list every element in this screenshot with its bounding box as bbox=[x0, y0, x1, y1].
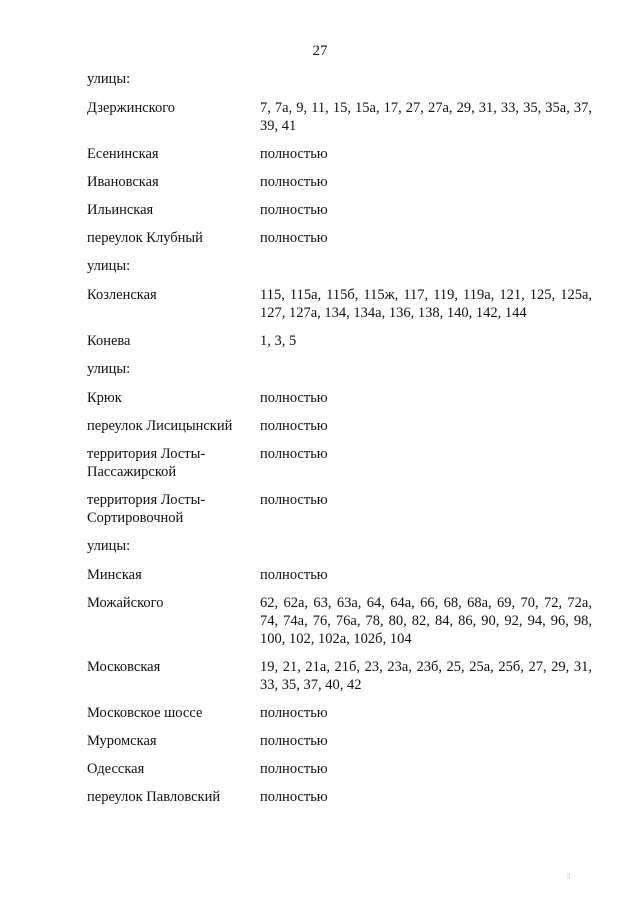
street-name: Есенинская bbox=[87, 146, 159, 162]
street-name: Конева bbox=[87, 333, 131, 349]
address-row bbox=[87, 732, 592, 750]
house-numbers: полностью bbox=[260, 446, 328, 462]
section-label: улицы: bbox=[87, 538, 131, 554]
house-numbers: 62, 62а, 63, 63а, 64, 64а, 66, 68, 68а, 69, 70, 72, 72а, 74, 74а, 76, 76а, 78, 80, 82, 84, 86, 90, 92, 94, 96, 98, 100, 102, 102а, 102б, 104 bbox=[260, 595, 592, 647]
street-name: Минская bbox=[87, 567, 142, 583]
house-numbers: полностью bbox=[260, 733, 328, 749]
house-numbers: полностью bbox=[260, 789, 328, 805]
street-name: Дзержинского bbox=[87, 100, 176, 116]
house-numbers: полностью bbox=[260, 761, 328, 777]
section-label: улицы: bbox=[87, 258, 131, 274]
page-number: 27 bbox=[312, 43, 328, 59]
street-name: Московское шоссе bbox=[87, 705, 203, 721]
street-name: Московская bbox=[87, 659, 161, 675]
address-row bbox=[87, 566, 592, 584]
house-numbers: полностью bbox=[260, 705, 328, 721]
address-row bbox=[87, 201, 592, 219]
address-row bbox=[87, 99, 592, 135]
address-row bbox=[87, 445, 592, 481]
address-list bbox=[87, 70, 592, 816]
street-name: территория Лосты-Сортировочной bbox=[87, 492, 206, 526]
street-name: переулок Павловский bbox=[87, 789, 221, 805]
street-name: Можайского bbox=[87, 595, 164, 611]
house-numbers: 1, 3, 5 bbox=[260, 333, 297, 349]
house-numbers: полностью bbox=[260, 390, 328, 406]
address-row bbox=[87, 788, 592, 806]
address-row bbox=[87, 594, 592, 648]
house-numbers: 19, 21, 21а, 21б, 23, 23а, 23б, 25, 25а, 25б, 27, 29, 31, 33, 35, 37, 40, 42 bbox=[260, 659, 592, 693]
house-numbers: полностью bbox=[260, 174, 328, 190]
address-row bbox=[87, 658, 592, 694]
address-row bbox=[87, 491, 592, 527]
section-label: улицы: bbox=[87, 71, 131, 87]
house-numbers: полностью bbox=[260, 492, 328, 508]
house-numbers: 7, 7а, 9, 11, 15, 15а, 17, 27, 27а, 29, 31, 33, 35, 35а, 37, 39, 41 bbox=[260, 100, 592, 134]
house-numbers: 115, 115а, 115б, 115ж, 117, 119, 119а, 121, 125, 125а, 127, 127а, 134, 134а, 136, 138, 140, 142, 144 bbox=[260, 287, 592, 321]
footer-mark: || bbox=[567, 872, 570, 880]
address-row bbox=[87, 417, 592, 435]
house-numbers: полностью bbox=[260, 230, 328, 246]
house-numbers: полностью bbox=[260, 418, 328, 434]
address-row bbox=[87, 229, 592, 247]
street-name: Одесская bbox=[87, 761, 145, 777]
address-row bbox=[87, 145, 592, 163]
street-name: территория Лосты-Пассажирской bbox=[87, 446, 206, 480]
street-name: переулок Клубный bbox=[87, 230, 203, 246]
street-name: Козленская bbox=[87, 287, 157, 303]
address-row bbox=[87, 760, 592, 778]
address-row bbox=[87, 389, 592, 407]
address-row bbox=[87, 173, 592, 191]
address-row bbox=[87, 704, 592, 722]
street-name: Ивановская bbox=[87, 174, 159, 190]
address-row bbox=[87, 332, 592, 350]
house-numbers: полностью bbox=[260, 146, 328, 162]
address-row bbox=[87, 286, 592, 322]
street-name: Крюк bbox=[87, 390, 122, 406]
house-numbers: полностью bbox=[260, 567, 328, 583]
house-numbers: полностью bbox=[260, 202, 328, 218]
street-name: переулок Лисицынский bbox=[87, 418, 233, 434]
street-name: Муромская bbox=[87, 733, 157, 749]
street-name: Ильинская bbox=[87, 202, 154, 218]
section-label: улицы: bbox=[87, 361, 131, 377]
